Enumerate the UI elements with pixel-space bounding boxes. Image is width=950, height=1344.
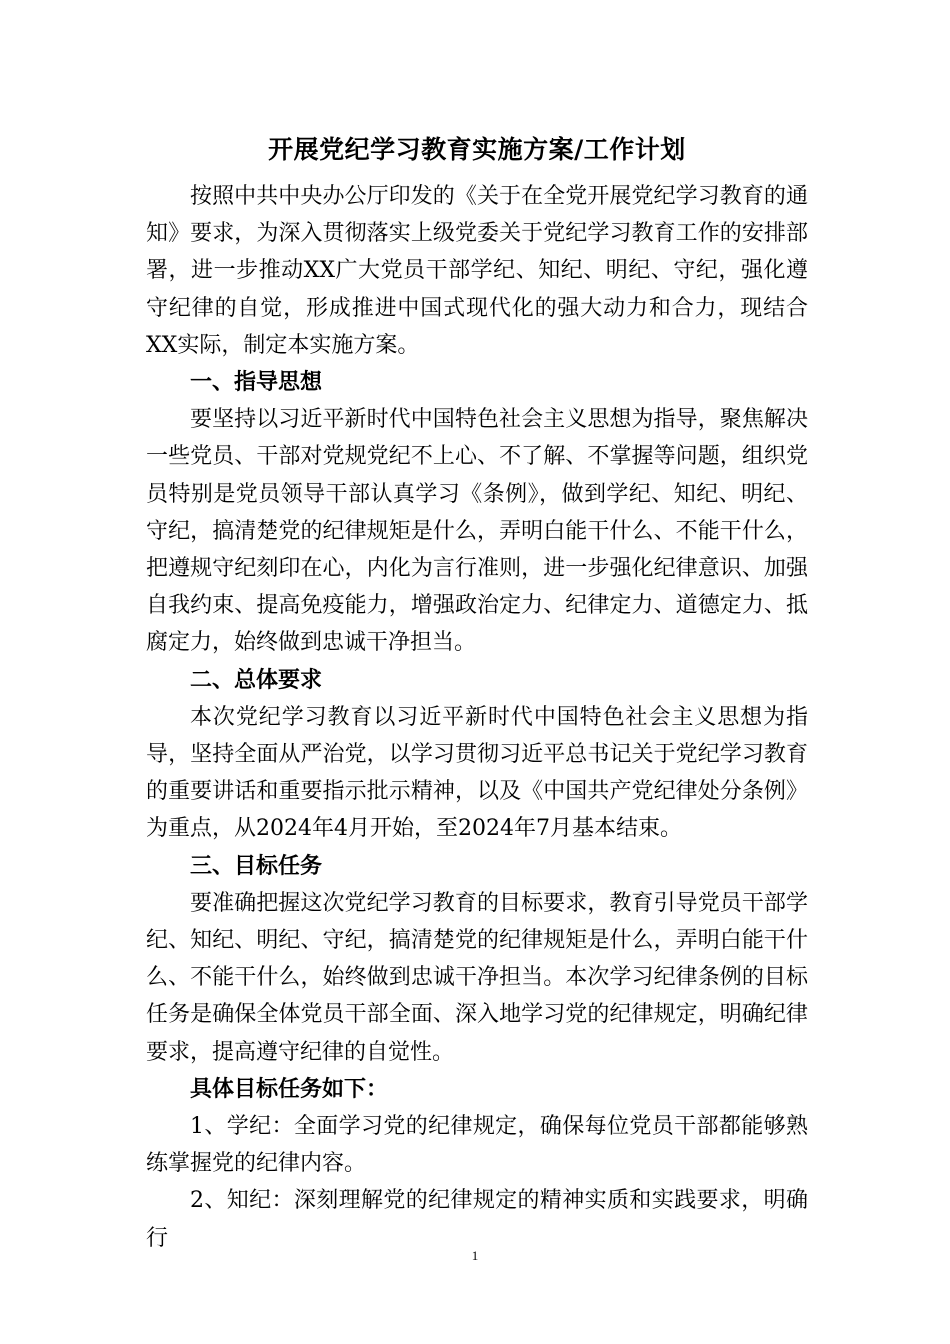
intro-paragraph: 按照中共中央办公厅印发的《关于在全党开展党纪学习教育的通知》要求，为深入贯彻落实上级党委关于党纪学习教育工作的安排部署，进一步推动XX广大党员干部学纪、知纪、明纪、守纪，强化遵守纪律的自觉，形成推进中国式现代化的强大动力和合力，现结合XX实际，制定本实施方案。: [146, 184, 808, 358]
section-body-guiding-ideology: 要坚持以习近平新时代中国特色社会主义思想为指导，聚焦解决一些党员、干部对党规党纪不上心、不了解、不掌握等问题，组织党员特别是党员领导干部认真学习《条例》，做到学纪、知纪、明纪、守纪，搞清楚党的纪律规矩是什么，弄明白能干什么、不能干什么，把遵规守纪刻印在心，内化为言行准则，进一步强化纪律意识、加强自我约束、提高免疫能力，增强政治定力、纪律定力、道德定力、抵腐定力，始终做到忠诚干净担当。: [146, 407, 808, 656]
document-title: 开展党纪学习教育实施方案/工作计划: [268, 135, 686, 164]
subheading-specific-objectives: 具体目标任务如下：: [190, 1075, 389, 1102]
list-item: 1、学纪：全面学习党的纪律规定，确保每位党员干部都能够熟练掌握党的纪律内容。: [146, 1114, 808, 1177]
page-number: 1: [471, 1248, 479, 1263]
document-body: [146, 128, 808, 1257]
section-heading-guiding-ideology: 一、指导思想: [190, 369, 323, 396]
list-item: 2、知纪：深刻理解党的纪律规定的精神实质和实践要求，明确行: [146, 1188, 808, 1251]
section-heading-objectives: 三、目标任务: [190, 852, 323, 879]
section-body-general-requirements: 本次党纪学习教育以习近平新时代中国特色社会主义思想为指导，坚持全面从严治党，以学习贯彻习近平总书记关于党纪学习教育的重要讲话和重要指示批示精神，以及《中国共产党纪律处分条例》为重点，从2024年4月开始，至2024年7月基本结束。: [146, 704, 808, 842]
section-heading-general-requirements: 二、总体要求: [190, 666, 323, 693]
section-body-objectives: 要准确把握这次党纪学习教育的目标要求，教育引导党员干部学纪、知纪、明纪、守纪，搞清楚党的纪律规矩是什么，弄明白能干什么、不能干什么，始终做到忠诚干净担当。本次学习纪律条例的目标任务是确保全体党员干部全面、深入地学习党的纪律规定，明确纪律要求，提高遵守纪律的自觉性。: [146, 890, 808, 1065]
